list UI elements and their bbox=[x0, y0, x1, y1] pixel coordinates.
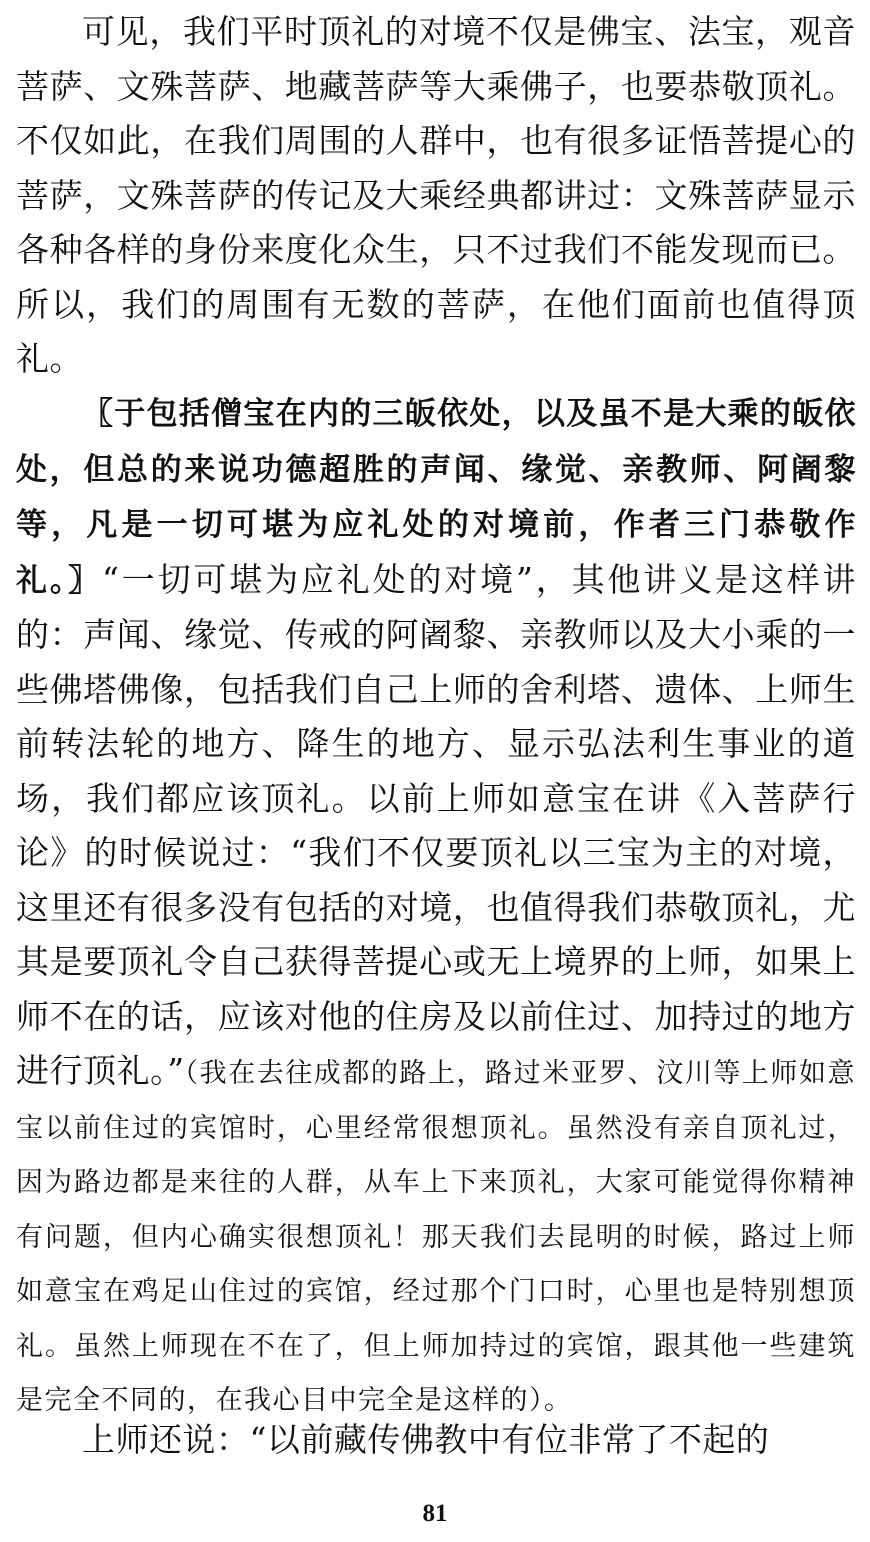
paragraph-2 bbox=[16, 386, 856, 1426]
page-number: 81 bbox=[422, 1500, 448, 1527]
root-text: 〖于包括僧宝在内的三皈依处，以及虽不是大乘的皈依处，但总的来说功德超胜的声闻、缘觉、亲教师、阿阇黎等，凡是一切可堪为应礼处的对境前，作者三门恭敬作礼。〗 bbox=[16, 396, 856, 599]
commentary-text: “一切可堪为应礼处的对境”，其他讲义是这样讲的：声闻、缘觉、传戒的阿阇黎、亲教师以及大小乘的一些佛塔佛像，包括我们自己上师的舍利塔、遗体、上师生前转法轮的地方、降生的地方、显示弘法利生事业的道场，我们都应该顶礼。以前上师如意宝在讲《入菩萨行论》的时候说过：“我们不仅要顶礼以三宝为主的对境，这里还有很多没有包括的对境，也值得我们恭敬顶礼，尤其是要顶礼令自己获得菩提心或无上境界的上师，如果上师不在的话，应该对他的住房及以前住过、加持过的地方进行顶礼。” bbox=[16, 559, 856, 1090]
personal-note: （我在去往成都的路上，路过米亚罗、汶川等上师如意宝以前住过的宾馆时，心里经常很想顶礼。虽然没有亲自顶礼过，因为路边都是来往的人群，从车上下来顶礼，大家可能觉得你精神有问题，但内心确实很想顶礼！那天我们去昆明的时候，路过上师如意宝在鸡足山住过的宾馆，经过那个门口时，心里也是特别想顶礼。虽然上师现在不在了，但上师加持过的宾馆，跟其他一些建筑是完全不同的，在我心目中完全是这样的）。 bbox=[16, 1058, 857, 1416]
paragraph-3: 上师还说：“以前藏传佛教中有位非常了不起的 bbox=[82, 1420, 770, 1459]
paragraph-1: 可见，我们平时顶礼的对境不仅是佛宝、法宝，观音菩萨、文殊菩萨、地藏菩萨等大乘佛子，也要恭敬顶礼。不仅如此，在我们周围的人群中，也有很多证悟菩提心的菩萨，文殊菩萨的传记及大乘经典都讲过：文殊菩萨显示各种各样的身份来度化众生，只不过我们不能发现而已。所以，我们的周围有无数的菩萨，在他们面前也值得顶礼。 bbox=[16, 12, 856, 378]
